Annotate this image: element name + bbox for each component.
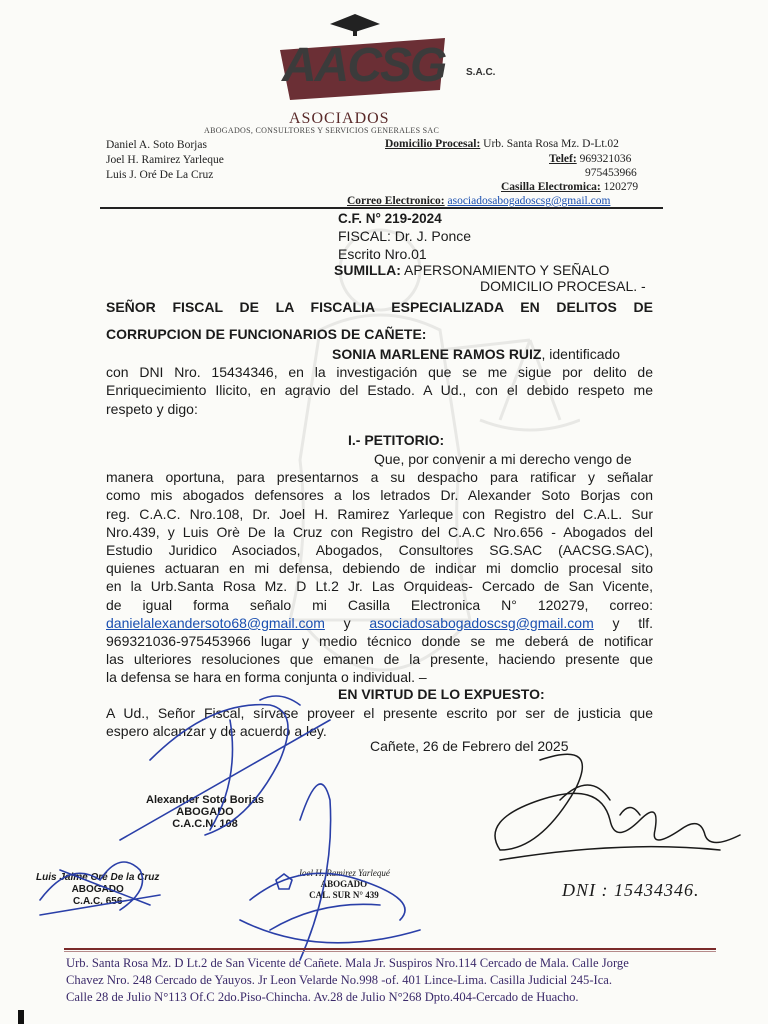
- case-number: C.F. N° 219-2024: [338, 211, 442, 226]
- stamp-ramirez-seal: [276, 874, 292, 889]
- stamp-ore-name: Luis Jaime Oré De la Cruz: [36, 872, 160, 883]
- correo-label: Correo Electronico:: [347, 195, 445, 207]
- petitorio-line-6: Estudio Juridico Asociados, Abogados, Consultores SG.SAC (AACSG.SAC),: [106, 542, 653, 559]
- petitorio-paragraph: [106, 450, 653, 687]
- email-link-2[interactable]: asociadosabogadoscsg@gmail.com: [369, 614, 594, 631]
- stamp-ore: [36, 872, 159, 908]
- petitorio-line-3: como mis abogados defensores a los letrados Dr. Alexander Soto Borjas con: [106, 487, 653, 504]
- stamp-soto: [146, 794, 264, 830]
- escrito-line: Escrito Nro.01: [338, 246, 427, 262]
- closing-heading: EN VIRTUD DE LO EXPUESTO:: [338, 686, 545, 702]
- after-emails: y tlf.: [593, 614, 653, 631]
- petitorio-line-5: Nro.439, y Luis Orè De la Cruz con Registro del C.A.C Nro.656 - Abogados del: [106, 523, 653, 540]
- client-signature: [495, 754, 740, 860]
- sumilla-text-2: DOMICILIO PROCESAL. -: [480, 278, 646, 294]
- dni-note: DNI : 15434346.: [562, 880, 700, 900]
- closing-paragraph: [106, 704, 653, 740]
- petitorio-line-13: la defensa se hara en forma conjunta o individual. –: [106, 669, 427, 686]
- partner-name: Luis J. Oré De La Cruz: [106, 169, 214, 181]
- correo-link[interactable]: asociadosabogadoscsg@gmail.com: [447, 195, 611, 207]
- correo-line: [347, 195, 610, 207]
- fiscal-line: FISCAL: Dr. J. Ponce: [338, 228, 472, 244]
- partner-name: Daniel A. Soto Borjas: [106, 139, 207, 151]
- addressee-line-1: SEÑOR FISCAL DE LA FISCALIA ESPECIALIZADA EN DELITOS DE: [106, 299, 653, 315]
- footer-line-1: Urb. Santa Rosa Mz. D Lt.2 de San Vicente de Cañete. Mala Jr. Suspiros Nro.114 Cercado de Mala. Calle Jorge: [66, 956, 629, 970]
- telef-line: [549, 153, 631, 165]
- casilla-value: 120279: [603, 181, 639, 193]
- petitorio-line-11: 969321036-975453966 lugar y medio técnico donde se me deberá de notificar: [106, 633, 653, 650]
- partners-list: [106, 138, 224, 183]
- domicilio-value: Urb. Santa Rosa Mz. D-Lt.02: [483, 138, 619, 150]
- firm-subtitle: ABOGADOS, CONSULTORES Y SERVICIOS GENERALES SAC: [204, 126, 440, 135]
- closing-line-1: A Ud., Señor Fiscal, sírvase proveer el presente escrito por ser de justicia que: [106, 705, 653, 721]
- intro-line-2: con DNI Nro. 15434346, en la investigación que se me sigue por delito de: [106, 364, 653, 381]
- petitorio-line-7: quienes actuaran en mi defensa, debiendo de indicar mi domclio procesal sito: [106, 560, 653, 577]
- casilla-label: Casilla Electromica:: [501, 181, 601, 193]
- stamp-soto-name: Alexander Soto Borjas: [146, 794, 264, 806]
- stamp-ore-title: ABOGADO: [71, 884, 124, 895]
- stamp-ramirez-name: Joel H. Ramirez Yarlequé: [298, 868, 390, 878]
- petitorio-line-1: Que, por convenir a mi derecho vengo de: [374, 451, 632, 467]
- addressee-line-2: CORRUPCION DE FUNCIONARIOS DE CAÑETE:: [106, 326, 427, 342]
- firm-asociados: ASOCIADOS: [289, 110, 390, 127]
- footer-rule: [64, 948, 716, 950]
- intro-line-4: respeto y digo:: [106, 400, 198, 417]
- scan-edge-mark: [18, 1010, 24, 1024]
- petitorio-line-2: manera oportuna, para presentarnos a su despacho para ratificar y señalar: [106, 469, 653, 486]
- conjunction: y: [324, 614, 370, 631]
- stamp-ramirez: [298, 868, 390, 901]
- footer-addresses: [66, 955, 722, 1006]
- footer-line-2: Chavez Nro. 248 Cercado de Yauyos. Jr Leon Velarde No.998 -of. 401 Lince-Lima. Casilla Judicial 245-Ica.: [66, 973, 613, 987]
- telef-value-1: 969321036: [579, 153, 632, 165]
- stamp-ramirez-reg: CAL. SUR N° 439: [309, 890, 379, 900]
- petitorio-line-9: de igual forma señalo mi Casilla Electronica N° 120279, correo:: [106, 596, 653, 613]
- email-link-1[interactable]: danielalexandersoto68@gmail.com: [106, 614, 325, 631]
- closing-line-2: espero alcanzar y de acuerdo a ley.: [106, 723, 327, 740]
- client-name: SONIA MARLENE RAMOS RUIZ: [332, 346, 542, 362]
- intro-line-3: Enriquecimiento Ilicito, en agravio del Estado. A Ud., con el debido respeto me: [106, 382, 653, 399]
- intro-after-name: , identificado: [541, 346, 621, 362]
- footer-rule-thin: [64, 951, 716, 952]
- intro-line-1: [106, 345, 653, 363]
- petitorio-line-4: reg. C.A.C. Nro.108, Dr. Joel H. Ramirez Yarleque con Registro del C.A.L. Sur: [106, 505, 653, 522]
- place-date: Cañete, 26 de Febrero del 2025: [370, 738, 569, 754]
- casilla-line: [501, 181, 638, 193]
- stamp-ramirez-title: ABOGADO: [320, 879, 368, 889]
- telef-label: Telef:: [549, 153, 577, 165]
- stamp-soto-reg: C.A.C.N. 108: [172, 818, 238, 830]
- stamp-soto-title: ABOGADO: [176, 806, 234, 818]
- header-divider: [100, 207, 663, 209]
- petitorio-line-12: las ulteriores resoluciones que emanen de la presente, haciendo presente que: [106, 651, 653, 668]
- intro-paragraph: [106, 345, 653, 418]
- petitorio-heading: I.- PETITORIO:: [348, 432, 445, 448]
- stamp-ore-reg: C.A.C. 656: [72, 896, 123, 907]
- petitorio-line-10: [106, 614, 653, 632]
- domicilio-line: [385, 138, 619, 150]
- sumilla-line: [334, 262, 609, 278]
- sumilla-label: SUMILLA:: [334, 262, 401, 278]
- logo-sac: S.A.C.: [466, 67, 496, 78]
- addressee: [106, 294, 653, 348]
- domicilio-label: Domicilio Procesal:: [385, 138, 481, 150]
- petitorio-line-8: en la Urb.Santa Rosa Mz. D Lt.2 Jr. Las Orquideas- Cercado de San Vicente,: [106, 578, 653, 595]
- partner-name: Joel H. Ramirez Yarleque: [106, 154, 224, 166]
- logo-wordmark: AACSG: [282, 39, 446, 92]
- footer-line-3: Calle 28 de Julio N°113 Of.C 2do.Piso-Chincha. Av.28 de Julio N°268 Dpto.404-Cercado de Huacho.: [66, 990, 579, 1004]
- sumilla-text-1: APERSONAMIENTO Y SEÑALO: [404, 262, 610, 278]
- telef-value-2: 975453966: [585, 167, 637, 179]
